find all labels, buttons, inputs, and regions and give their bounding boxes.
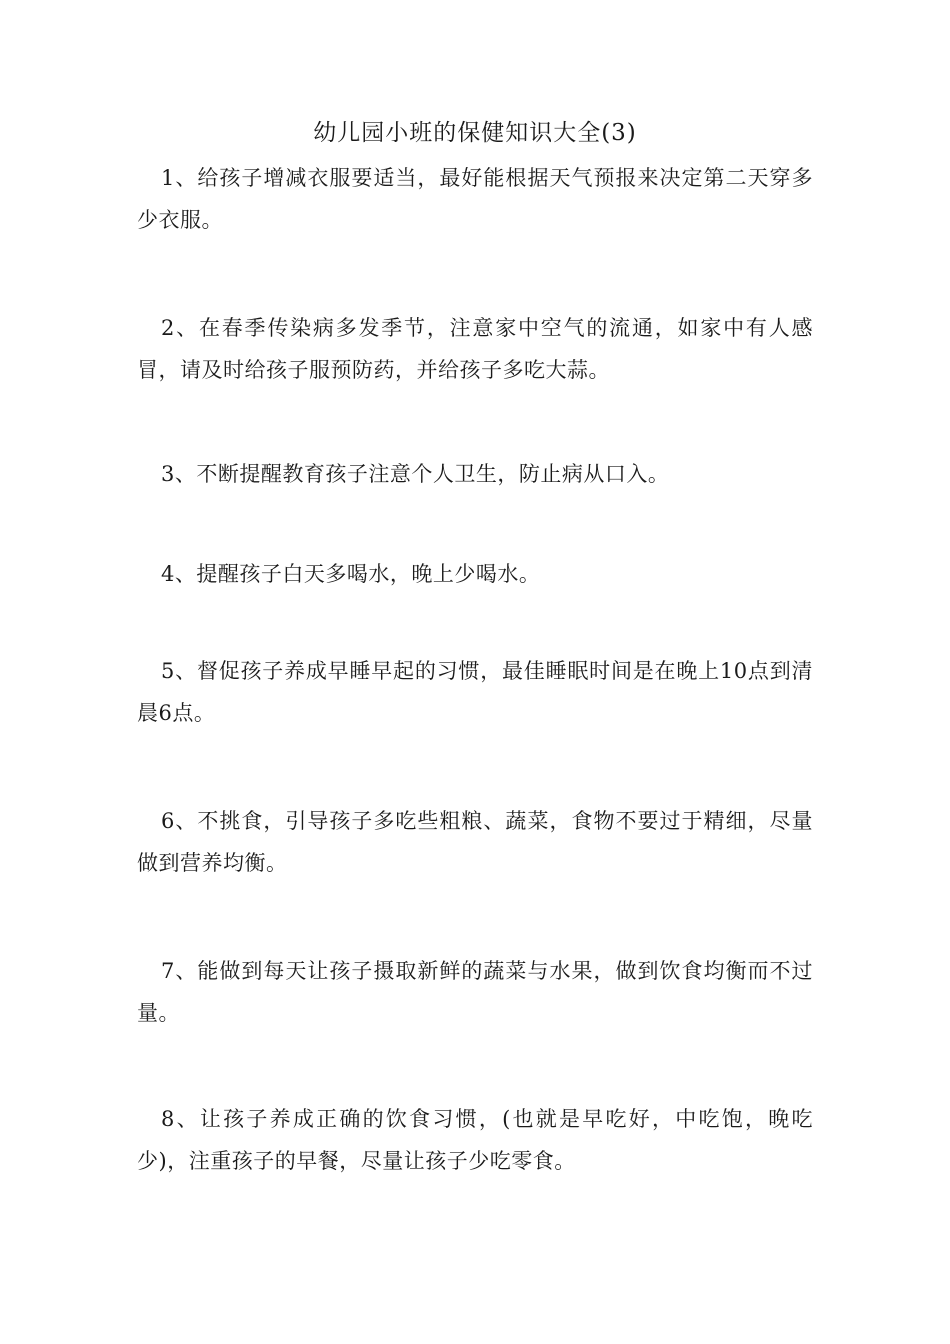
paragraph-5: 5、督促孩子养成早睡早起的习惯，最佳睡眠时间是在晚上10点到清晨6点。 <box>137 659 813 725</box>
paragraph-4: 4、提醒孩子白天多喝水，晚上少喝水。 <box>161 562 541 586</box>
paragraph-6: 6、不挑食，引导孩子多吃些粗粮、蔬菜，食物不要过于精细，尽量做到营养均衡。 <box>137 809 813 875</box>
paragraph-8: 8、让孩子养成正确的饮食习惯，(也就是早吃好，中吃饱，晚吃少)，注重孩子的早餐，尽量让孩子少吃零食。 <box>137 1107 813 1173</box>
paragraph-2: 2、在春季传染病多发季节，注意家中空气的流通，如家中有人感冒，请及时给孩子服预防药，并给孩子多吃大蒜。 <box>137 316 813 382</box>
paragraph-7: 7、能做到每天让孩子摄取新鲜的蔬菜与水果，做到饮食均衡而不过量。 <box>137 959 813 1025</box>
paragraph-1: 1、给孩子增减衣服要适当，最好能根据天气预报来决定第二天穿多少衣服。 <box>137 166 813 232</box>
paragraph-3: 3、不断提醒教育孩子注意个人卫生，防止病从口入。 <box>161 462 670 486</box>
document-title: 幼儿园小班的保健知识大全(3) <box>313 120 637 146</box>
